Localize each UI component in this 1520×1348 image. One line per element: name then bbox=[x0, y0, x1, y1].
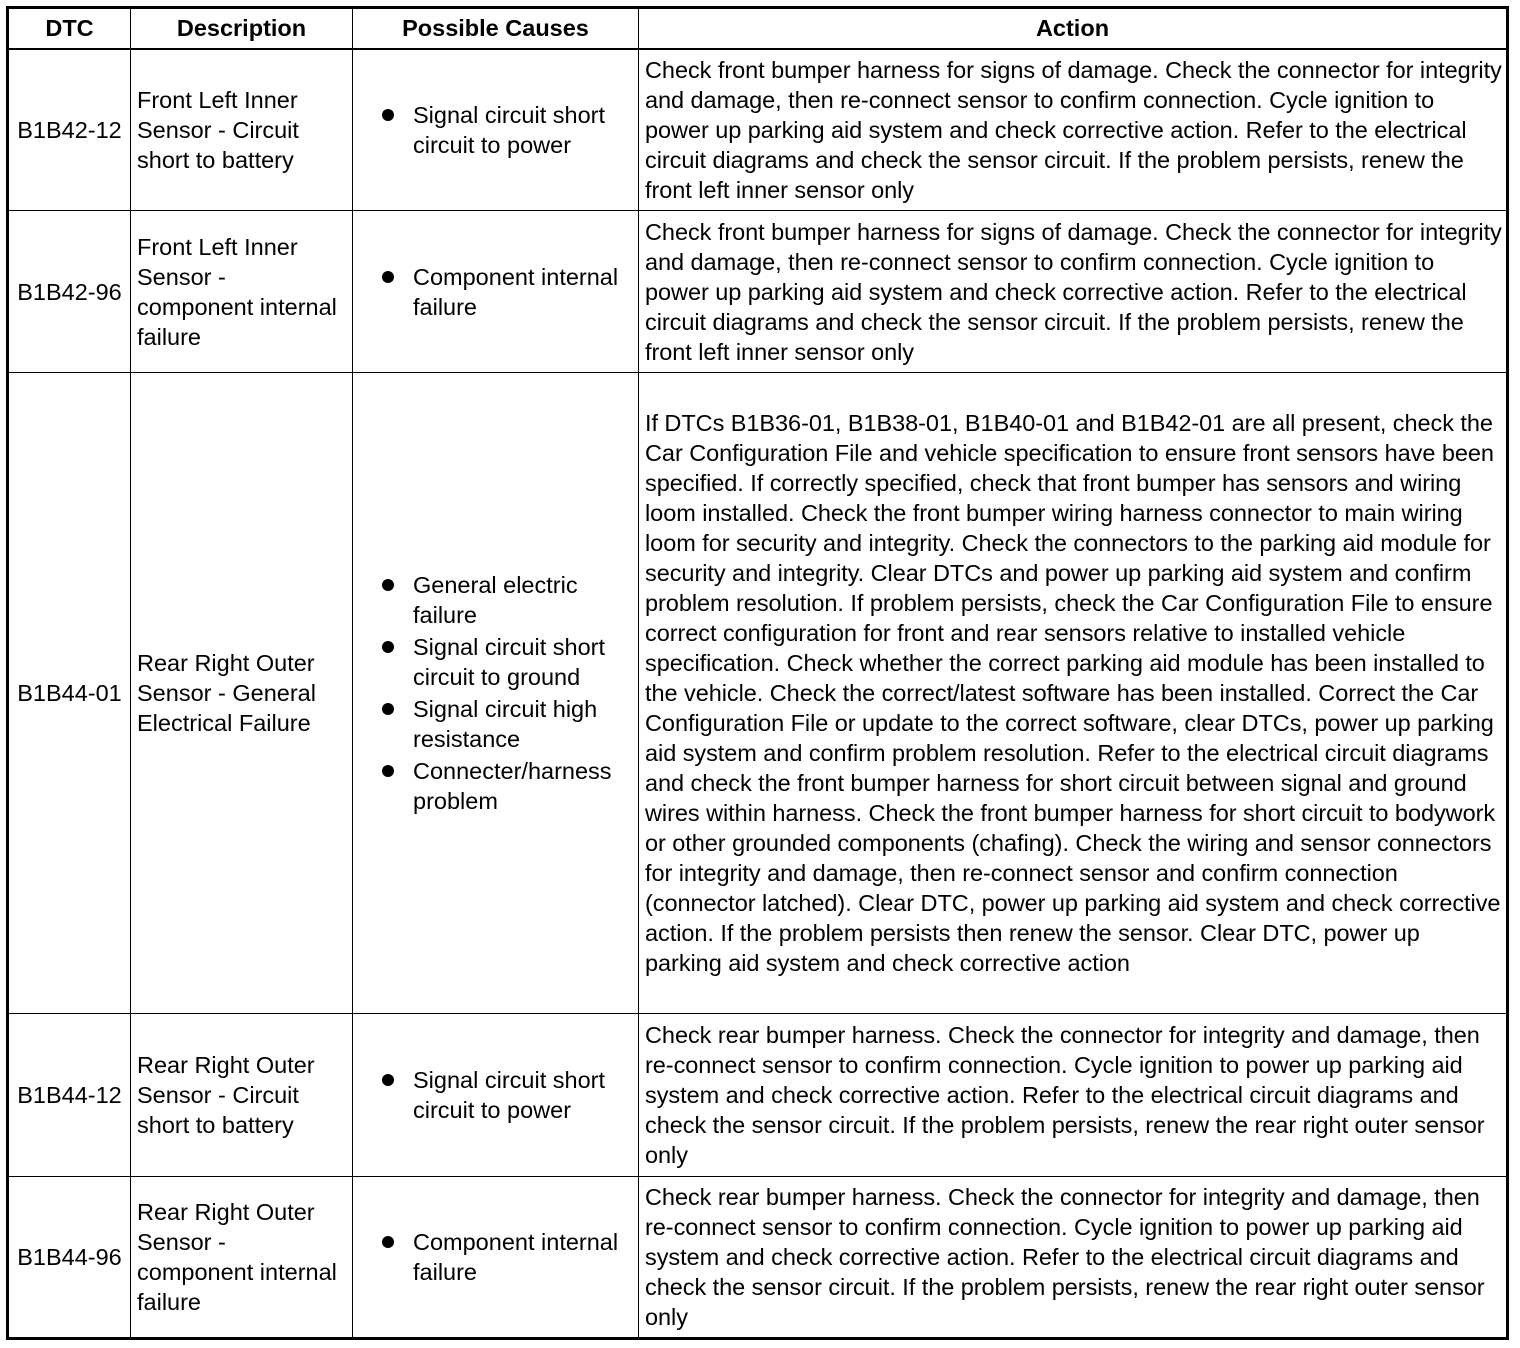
dtc-code: B1B44-01 bbox=[8, 373, 131, 1014]
action-text: Check rear bumper harness. Check the connector for integrity and damage, then re-connect sensor to confirm connection. Cycle ignition to power up parking aid system and check corrective action. Refer to the electrical circuit diagrams and check the sensor circuit. If the problem persists, renew the rear right outer sensor only bbox=[639, 1177, 1508, 1339]
bullet-icon bbox=[382, 271, 394, 283]
cause-item bbox=[359, 694, 632, 754]
table-row bbox=[8, 211, 1508, 373]
bullet-icon bbox=[382, 109, 394, 121]
cause-text: General electric failure bbox=[413, 572, 578, 628]
action-text: Check front bumper harness for signs of damage. Check the connector for integrity and damage, then re-connect sensor to confirm connection. Cycle ignition to power up parking aid system and check corrective action. Refer to the electrical circuit diagrams and check the sensor circuit. If the problem persists, renew the front left inner sensor only bbox=[639, 49, 1508, 211]
table-row bbox=[8, 1014, 1508, 1177]
header-action: Action bbox=[639, 8, 1508, 49]
cause-text: Signal circuit short circuit to power bbox=[413, 1067, 605, 1123]
possible-causes-cell bbox=[353, 1177, 639, 1339]
bullet-icon bbox=[382, 1236, 394, 1248]
cause-text: Signal circuit high resistance bbox=[413, 696, 598, 752]
causes-list bbox=[359, 1065, 632, 1125]
cause-text: Component internal failure bbox=[413, 263, 619, 320]
cause-item bbox=[359, 1065, 632, 1125]
bullet-icon bbox=[382, 765, 394, 777]
dtc-table bbox=[6, 6, 1509, 1340]
cause-item bbox=[359, 756, 632, 816]
header-description: Description bbox=[131, 8, 353, 49]
action-text: If DTCs B1B36-01, B1B38-01, B1B40-01 and B1B42-01 are all present, check the Car Configuration File and vehicle specification to ensure front sensors have been specified. If correctly specified, check that front bumper has sensors and wiring loom installed. Check the front bumper wiring harness connector to main wiring loom for security and integrity. Check the connectors to the parking aid module for security and integrity. Clear DTCs and power up parking aid system and confirm problem resolution. If problem persists, check the Car Configuration File to ensure correct configuration for front and rear sensors relative to installed vehicle specification. Check whether the correct parking aid module has been installed to the vehicle. Check the correct/latest software has been installed. Correct the Car Configuration File or update to the correct software, clear DTCs, power up parking aid system and confirm problem resolution. Refer to the electrical circuit diagrams and check the front bumper harness for short circuit between signal and ground wires within harness. Check the front bumper harness for short circuit to bodywork or other grounded components (chafing). Check the wiring and sensor connectors for integrity and damage, then re-connect sensor and confirm connection (connector latched). Clear DTC, power up parking aid system and check corrective action. If the problem persists then renew the sensor. Clear DTC, power up parking aid system and check corrective action bbox=[639, 373, 1508, 1014]
cause-item bbox=[359, 632, 632, 692]
bullet-icon bbox=[382, 1074, 394, 1086]
dtc-code: B1B42-12 bbox=[8, 49, 131, 211]
bullet-icon bbox=[382, 641, 394, 653]
table-row bbox=[8, 49, 1508, 211]
possible-causes-cell bbox=[353, 49, 639, 211]
table-row bbox=[8, 373, 1508, 1014]
dtc-description: Front Left Inner Sensor - component internal failure bbox=[131, 211, 353, 373]
header-possible-causes: Possible Causes bbox=[353, 8, 639, 49]
causes-list bbox=[359, 100, 632, 160]
causes-list bbox=[359, 570, 632, 816]
table-row bbox=[8, 1177, 1508, 1339]
action-text: Check front bumper harness for signs of damage. Check the connector for integrity and damage, then re-connect sensor to confirm connection. Cycle ignition to power up parking aid system and check corrective action. Refer to the electrical circuit diagrams and check the sensor circuit. If the problem persists, renew the front left inner sensor only bbox=[639, 211, 1508, 373]
possible-causes-cell bbox=[353, 373, 639, 1014]
cause-item bbox=[359, 1227, 632, 1287]
dtc-code: B1B44-12 bbox=[8, 1014, 131, 1177]
dtc-code: B1B42-96 bbox=[8, 211, 131, 373]
cause-text: Signal circuit short circuit to power bbox=[413, 101, 605, 158]
causes-list bbox=[359, 1227, 632, 1287]
cause-text: Component internal failure bbox=[413, 1229, 619, 1285]
causes-list bbox=[359, 262, 632, 322]
possible-causes-cell bbox=[353, 211, 639, 373]
dtc-description: Rear Right Outer Sensor - General Electrical Failure bbox=[131, 373, 353, 1014]
action-text: Check rear bumper harness. Check the connector for integrity and damage, then re-connect sensor to confirm connection. Cycle ignition to power up parking aid system and check corrective action. Refer to the electrical circuit diagrams and check the sensor circuit. If the problem persists, renew the rear right outer sensor only bbox=[639, 1014, 1508, 1177]
cause-item bbox=[359, 262, 632, 322]
possible-causes-cell bbox=[353, 1014, 639, 1177]
header-dtc: DTC bbox=[8, 8, 131, 49]
dtc-description: Rear Right Outer Sensor - Circuit short to battery bbox=[131, 1014, 353, 1177]
dtc-code: B1B44-96 bbox=[8, 1177, 131, 1339]
cause-text: Signal circuit short circuit to ground bbox=[413, 634, 605, 690]
dtc-description: Front Left Inner Sensor - Circuit short to battery bbox=[131, 49, 353, 211]
dtc-description: Rear Right Outer Sensor - component internal failure bbox=[131, 1177, 353, 1339]
bullet-icon bbox=[382, 703, 394, 715]
cause-item bbox=[359, 570, 632, 630]
table-header-row bbox=[8, 8, 1508, 49]
cause-text: Connecter/harness problem bbox=[413, 758, 612, 814]
bullet-icon bbox=[382, 579, 394, 591]
cause-item bbox=[359, 100, 632, 160]
